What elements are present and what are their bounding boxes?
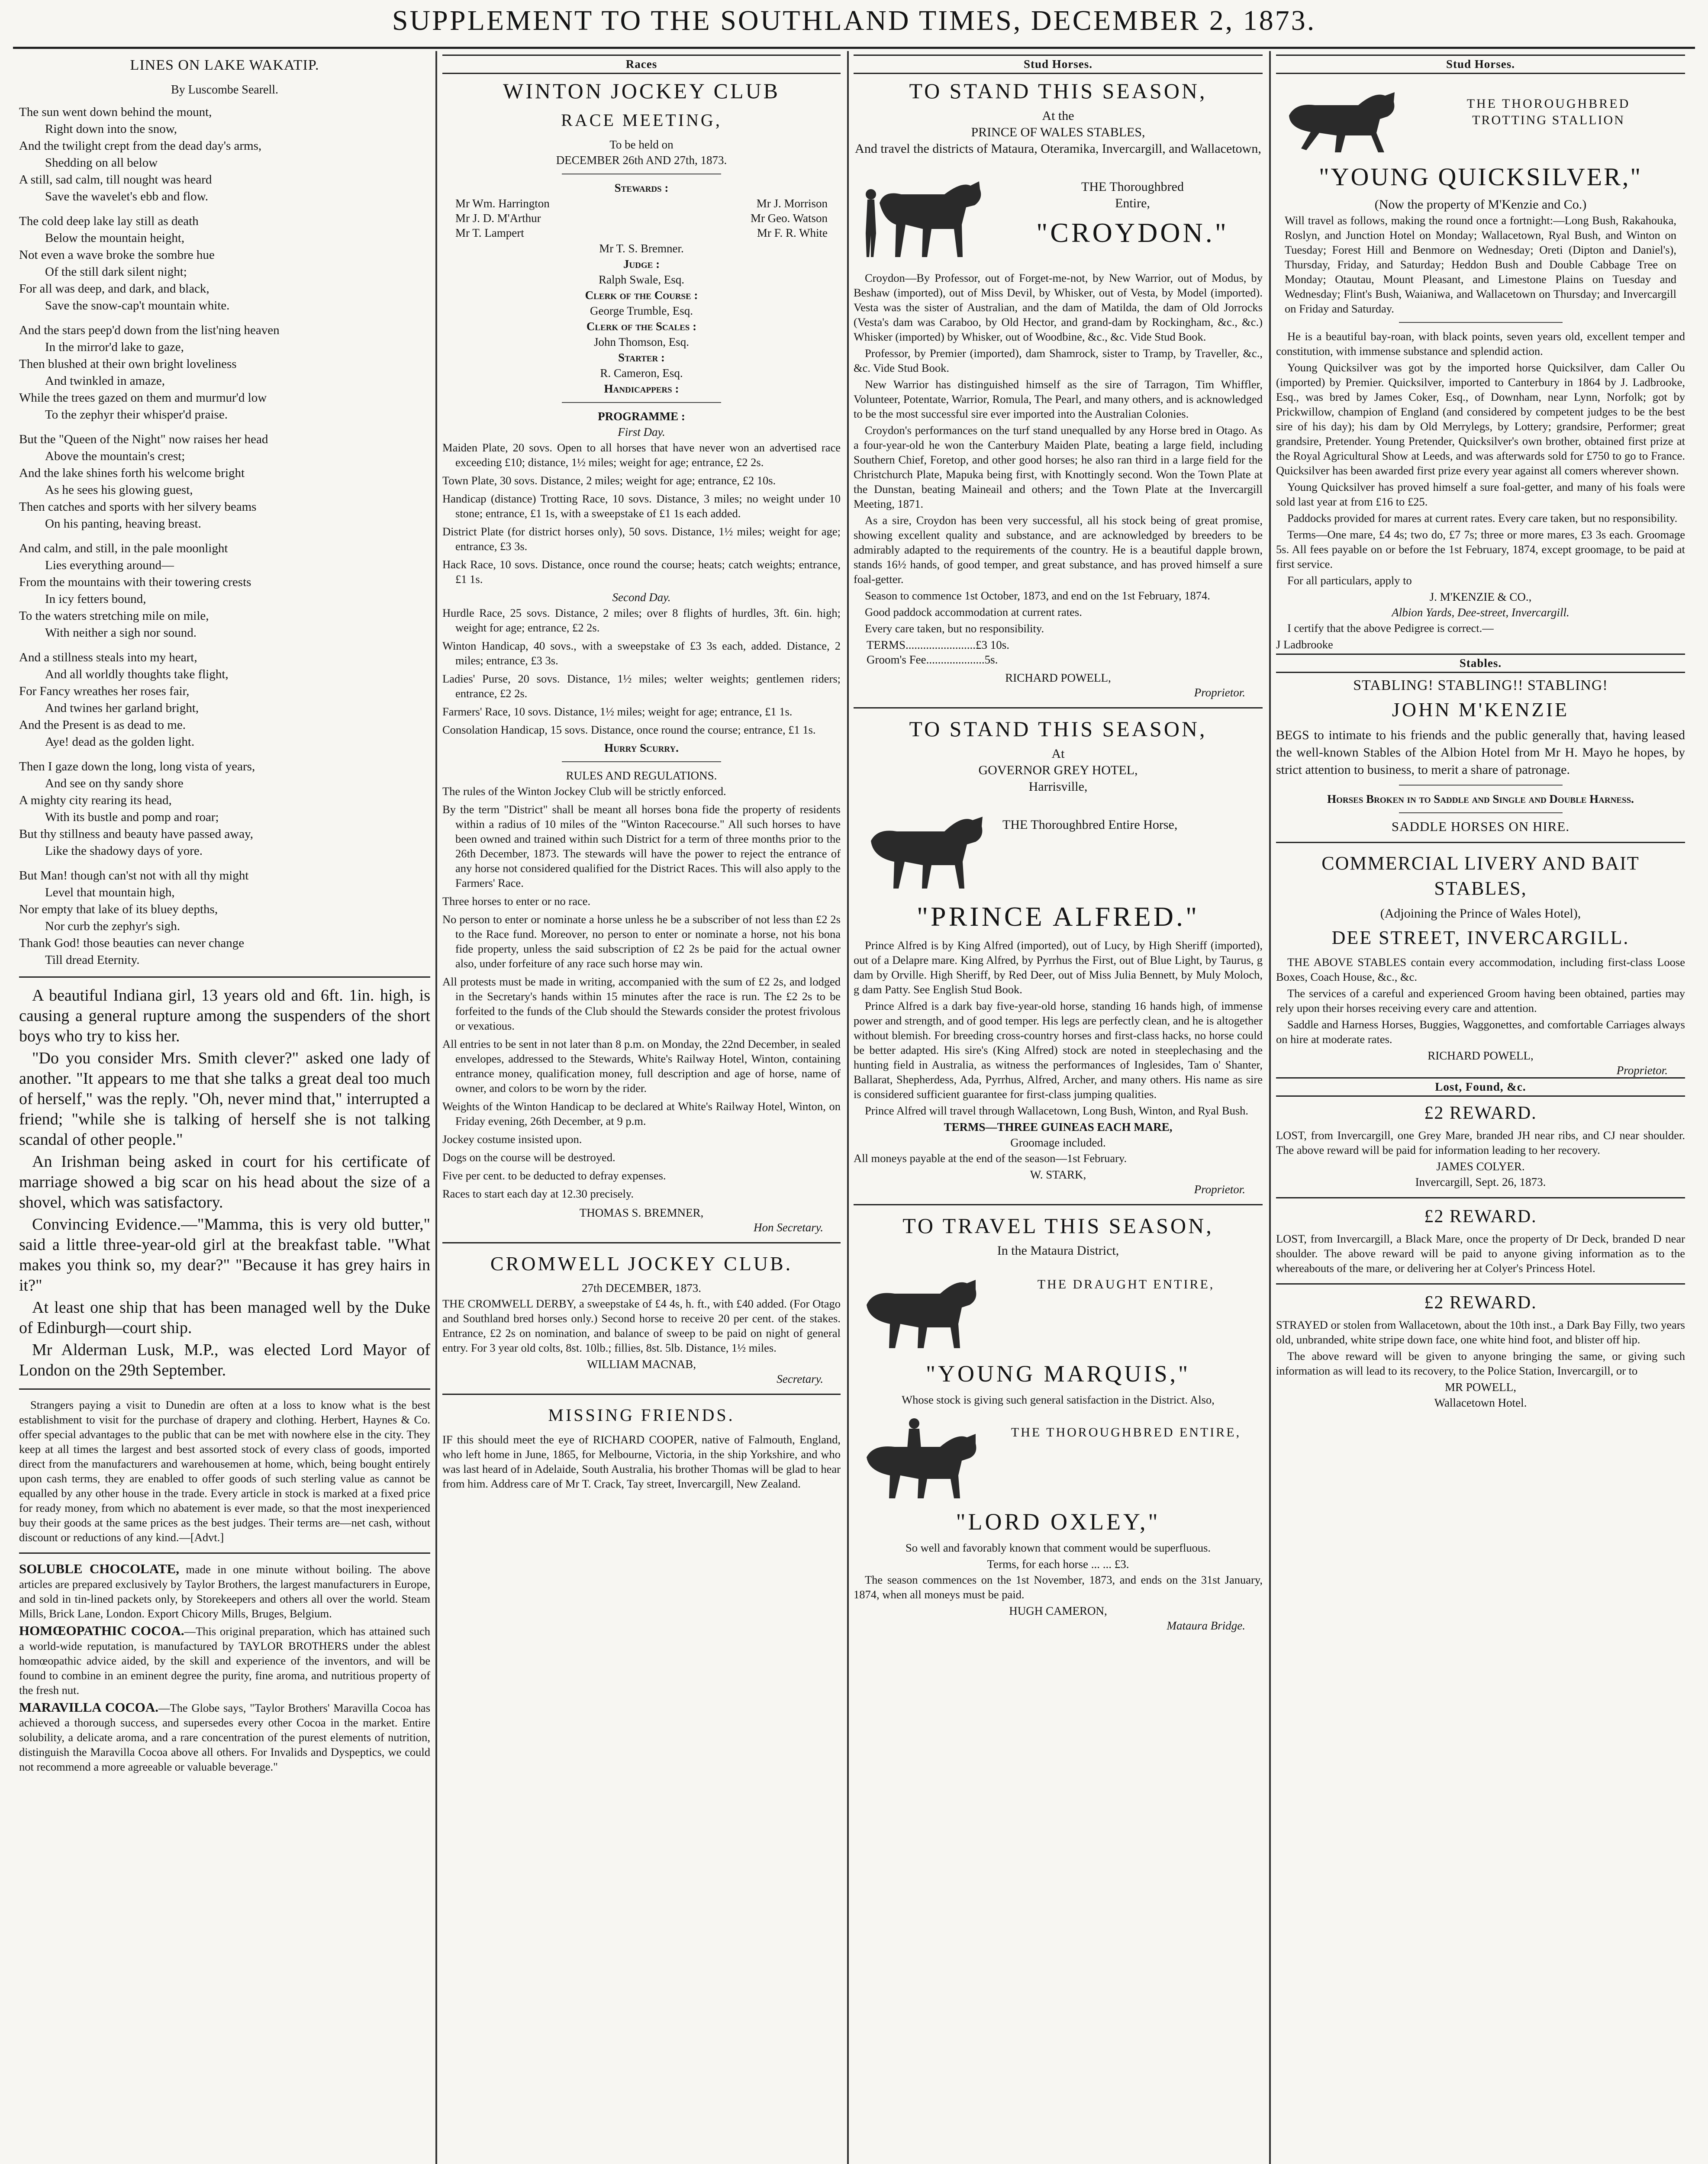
reward-text: LOST, from Invercargill, a Black Mare, once the property of Dr Deck, branded D near shoulder. The above reward will be paid to anyone giving information as to the whereabouts of the mare, or delivering her at Colyer's Princess Hotel.	[1276, 1232, 1685, 1275]
divider	[854, 1204, 1263, 1205]
marquis-title: TO TRAVEL THIS SEASON,	[902, 1214, 1214, 1238]
stewards-label: Stewards :	[614, 181, 669, 194]
day-two-label: Second Day.	[612, 591, 671, 604]
divider	[1276, 1283, 1685, 1285]
quicksilver-the: THE THOROUGHBRED	[1466, 97, 1631, 111]
paragraph: For all particulars, apply to	[1287, 574, 1412, 587]
poem-line: For all was deep, and dark, and black,	[19, 282, 209, 296]
soluble-chocolate-advert	[19, 1562, 430, 1621]
livery-signature: RICHARD POWELL,	[1428, 1049, 1534, 1062]
certificate-signature: J Ladbrooke	[1276, 638, 1333, 651]
clerk-course-label: Clerk of the Course :	[585, 289, 698, 302]
column-divider	[847, 51, 849, 2164]
poem-line: A mighty city rearing its head,	[19, 793, 172, 807]
marquis-season: The season commences on the 1st November, 1873, and ends on the 31st January, 1874, when all moneys must be paid.	[854, 1573, 1263, 1601]
divider	[1276, 842, 1685, 843]
cromwell-title: CROMWELL JOCKEY CLUB.	[490, 1253, 793, 1275]
poem-line: Then I gaze down the long, long vista of years,	[19, 760, 255, 773]
horse-with-rider-icon	[854, 1414, 983, 1501]
alfred-where: GOVERNOR GREY HOTEL,	[978, 763, 1138, 777]
horses-broken: Horses Broken in to Saddle and Single and Double Harness.	[1327, 792, 1634, 805]
paragraph: Professor, by Premier (imported), dam Shamrock, sister to Tramp, by Traveller, &c., &c. Vide Stud Book.	[854, 347, 1263, 374]
livery-adjoining: (Adjoining the Prince of Wales Hotel),	[1380, 906, 1581, 921]
paragraph: Good paddock accommodation at current rates.	[865, 605, 1082, 618]
draught-horse-icon	[854, 1266, 983, 1352]
croydon-where: PRINCE OF WALES STABLES,	[971, 125, 1145, 139]
paragraph: By the term "District" shall be meant all horses bona fide the property of residents within a radius of 10 miles of the "Winton Racecourse." All such horses to have been owned and trained within such District for a term of three months prior to the 26th December, 1873. The stewards will have the power to reject the entrance of any horse not considered qualified for the District Races. This will also apply to the Farmers' Race.	[442, 803, 841, 889]
masthead: SUPPLEMENT TO THE SOUTHLAND TIMES, DECEMBER 2, 1873.	[392, 5, 1316, 36]
livery-title: COMMERCIAL LIVERY AND BAIT STABLES,	[1321, 853, 1640, 899]
stewards-row	[442, 211, 841, 225]
marquis-signature: HUGH CAMERON,	[1009, 1604, 1107, 1617]
maravilla-heading: MARAVILLA COCOA.	[19, 1700, 158, 1715]
column-1	[19, 55, 430, 2164]
stabling-advert	[1276, 677, 1685, 834]
reward-advert	[1276, 1292, 1685, 1410]
poem-author: By Luscombe Searell.	[171, 83, 279, 97]
steward-name: Mr J. D. M'Arthur	[455, 212, 541, 225]
poem-stanza	[19, 649, 430, 750]
poem-stanza	[19, 322, 430, 423]
stabling-text: BEGS to intimate to his friends and the public generally that, having leased the well-known Stables of the Albion Hotel from Mr H. Mayo he hopes, by strict attention to business, to merit a share of patronage.	[1276, 728, 1685, 777]
stabling-heading: STABLING! STABLING!! STABLING!	[1353, 677, 1608, 693]
reward-signature-2: Invercargill, Sept. 26, 1873.	[1415, 1175, 1546, 1188]
starter-label: Starter :	[618, 351, 665, 364]
reward-signature: JAMES COLYER.	[1436, 1160, 1525, 1173]
paragraph: Young Quicksilver has proved himself a sure foal-getter, and many of his foals were sold last year at from £16 to £25.	[1276, 480, 1685, 508]
alfred-moneys: All moneys payable at the end of the season—1st February.	[854, 1152, 1127, 1165]
hurry-scurry: Hurry Scurry.	[604, 741, 679, 754]
reward-text-2: The above reward will be given to anyone bringing the same, or giving such information as will lead to its recovery, to the Police Station, Invercargill, or to	[1276, 1349, 1685, 1377]
winton-dates: DECEMBER 26th AND 27th, 1873.	[556, 154, 727, 167]
poem-line: To the zephyr their whisper'd praise.	[45, 408, 228, 422]
paragraph: Jockey costume insisted upon.	[442, 1133, 582, 1146]
paragraph: Season to commence 1st October, 1873, and end on the 1st February, 1874.	[865, 589, 1210, 602]
croydon-advert	[854, 78, 1263, 699]
starter-name: R. Cameron, Esq.	[600, 367, 683, 380]
croydon-signature: RICHARD POWELL,	[1005, 671, 1111, 684]
poem-line: As he sees his glowing guest,	[45, 483, 193, 497]
poem-stanzas	[19, 104, 430, 969]
croydon-terms: TERMS........................£3 10s.	[867, 638, 1010, 651]
divider	[19, 976, 430, 978]
poem-line: Thank God! those beauties can never change	[19, 936, 245, 950]
column-3	[854, 55, 1263, 2164]
column-2	[442, 55, 841, 2164]
paragraph: THE ABOVE STABLES contain every accommodation, including first-class Loose Boxes, Coach House, &c., &c.	[1276, 956, 1685, 983]
steward-name: Mr Wm. Harrington	[455, 197, 550, 210]
paragraph: All entries to be sent in not later than 8 p.m. on Monday, the 22nd December, in sealed envelopes, addressed to the Stewards, White's Railway Hotel, Winton, containing entrance money, qualification money, full description and age of horse, name of owner, and colors to be worn by the rider.	[442, 1037, 841, 1095]
paragraph: All protests must be made in writing, accompanied with the sum of £2 2s, and lodged in the Secretary's hands within 15 minutes after the race is run. The £2 2s to be forfeited to the funds of the Club should the Stewards consider the protest frivolous or vexatious.	[442, 975, 841, 1032]
livery-street: DEE STREET, INVERCARGILL.	[1331, 927, 1630, 948]
alfred-title: TO STAND THIS SEASON,	[909, 717, 1207, 741]
croydon-at: At the	[1042, 109, 1074, 123]
poem-line: But Man! though can'st not with all thy might	[19, 869, 249, 882]
quicksilver-text	[1276, 329, 1685, 588]
croydon-travel: And travel the districts of Mataura, Oteramika, Invercargill, and Wallacetown,	[855, 142, 1261, 156]
steward-last: Mr T. S. Bremner.	[599, 242, 684, 255]
croydon-sig-title: Proprietor.	[1194, 686, 1245, 699]
reward-heading: £2 REWARD.	[1424, 1293, 1537, 1313]
poem-line: With neither a sigh nor sound.	[45, 626, 197, 640]
paragraph: Town Plate, 30 sovs. Distance, 2 miles; weight for age; entrance, £2 10s.	[442, 474, 776, 487]
poem-line: In icy fetters bound,	[45, 592, 146, 606]
quicksilver-name: "YOUNG QUICKSILVER,"	[1318, 163, 1643, 191]
cromwell-advert	[442, 1251, 841, 1386]
stewards-list	[442, 196, 841, 240]
steward-name: Mr F. R. White	[757, 226, 828, 239]
reward-heading: £2 REWARD.	[1424, 1207, 1537, 1227]
strangers-advert: Strangers paying a visit to Dunedin are often at a loss to know what is the best establishment to visit for the purchase of drapery and clothing. Herbert, Haynes & Co. offer special advantages to the public that can be met with nowhere else in the city. They keep at all times the largest and best assorted stock of every class of goods, imported direct from the manufacturers and warehousemen at home, which, being bought entirely upon cash terms, they are enabled to offer goods of such sterling value as cannot be equalled by any other house in the trade. Every article in stock is marked at a fixed price for ready money, from which no abatement is ever made, so that the most inexperienced buy their goods at the same prices as the best judges. Their terms are—net cash, without discount or reductions of any kind.—[Advt.]	[19, 1398, 430, 1544]
quicksilver-address: Albion Yards, Dee-street, Invercargill.	[1392, 606, 1569, 619]
paragraph: Races to start each day at 12.30 precisely.	[442, 1187, 634, 1200]
judge-label: Judge :	[623, 258, 660, 270]
quicksilver-header	[1276, 78, 1685, 157]
quicksilver-owner: (Now the property of M'Kenzie and Co.)	[1374, 197, 1587, 212]
steward-name: Mr Geo. Watson	[750, 212, 828, 225]
paragraph: Three horses to enter or no race.	[442, 895, 591, 908]
divider	[854, 707, 1263, 708]
section-heading: Lost, Found, &c.	[1276, 1077, 1685, 1097]
poem-line: Of the still dark silent night;	[45, 265, 187, 279]
section-heading: Stud Horses.	[854, 55, 1263, 74]
advertorial	[19, 1398, 430, 1545]
poem-line: Nor empty that lake of its bluey depths,	[19, 902, 218, 916]
poem-line: Save the snow-cap't mountain white.	[45, 299, 230, 312]
divider	[1276, 1197, 1685, 1198]
paragraph: Five per cent. to be deducted to defray expenses.	[442, 1169, 666, 1182]
alfred-groomage: Groomage included.	[1010, 1136, 1106, 1149]
poem-line: And the twilight crept from the dead day's arms,	[19, 139, 262, 153]
paragraph: Saddle and Harness Horses, Buggies, Waggonettes, and comfortable Carriages always on hire at moderate rates.	[1276, 1018, 1685, 1046]
alfred-text	[854, 938, 1263, 1118]
section-heading: Stables.	[1276, 654, 1685, 673]
poem-line: And see on thy sandy shore	[45, 776, 184, 790]
stabling-name: JOHN M'KENZIE	[1392, 699, 1569, 721]
paragraph: Mr Alderman Lusk, M.P., was elected Lord Mayor of London on the 29th September.	[19, 1341, 430, 1379]
secretary-title: Hon Secretary.	[754, 1221, 823, 1234]
rules-list	[442, 784, 841, 1201]
cromwell-sig-title: Secretary.	[777, 1372, 823, 1385]
marquis-sig-title: Mataura Bridge.	[1167, 1619, 1245, 1632]
divider	[1399, 812, 1563, 813]
paragraph: Hurdle Race, 25 sovs. Distance, 2 miles; over 8 flights of hurdles, 3ft. 6in. high; weight for age; entrance, £2 2s.	[442, 606, 841, 634]
paragraph: New Warrior has distinguished himself as the sire of Tarragon, Tim Whiffler, Volunteer, Potentate, Warrior, Romula, The Pearl, and many others, and is acknowledged to be the most successful sire ever imported into the Australian Colonies.	[854, 378, 1263, 420]
cromwell-text: THE CROMWELL DERBY, a sweepstake of £4 4s, h. ft., with £40 added. (For Otago and Southland bred horses only.) Second horse to receive 20 per cent. of the stakes. Entrance, £2 2s on nomination, and balance of sweep to be paid on night of general entry. For 3 year old colts, 8st. 10lb.; fillies, 8st. 5lb. Distance, 1½ miles.	[442, 1297, 841, 1354]
alfred-signature: W. STARK,	[1030, 1168, 1086, 1181]
divider	[442, 1242, 841, 1243]
news-paragraphs	[19, 985, 430, 1381]
reward-signature-2: Wallacetown Hotel.	[1434, 1396, 1527, 1409]
cocoa-adverts	[19, 1562, 430, 1774]
winton-held: To be held on	[609, 138, 674, 151]
marquis-header	[854, 1263, 1263, 1355]
handicappers-label: Handicappers :	[604, 382, 679, 395]
reward-signature: MR POWELL,	[1445, 1381, 1516, 1394]
poem-stanza	[19, 540, 430, 641]
cromwell-signature: WILLIAM MACNAB,	[587, 1358, 696, 1371]
steward-name: Mr J. Morrison	[756, 197, 828, 210]
paragraph: Prince Alfred is by King Alfred (imported), out of Lucy, by High Sheriff (imported), out of a Delapre mare. King Alfred, by Pyrrhus the First, out of Blue Light, by Taurus, g dam by Orville. High Sheriff, by Red Deer, out of Miss Julia Bennett, by Muly Moloch, g dam Patty. See English Stud Book.	[854, 939, 1263, 996]
pedigree-certificate: I certify that the above Pedigree is correct.—	[1287, 622, 1494, 634]
poem-line: And twinkled in amaze,	[45, 374, 165, 388]
winton-advert	[442, 78, 841, 1234]
poem-stanza	[19, 431, 430, 532]
poem-line: A still, sad calm, till nought was heard	[19, 173, 212, 187]
day-one-races	[442, 440, 841, 586]
poem-line: Nor curb the zephyr's sigh.	[45, 919, 180, 933]
paragraph: Winton Handicap, 40 sovs., with a sweepstake of £3 3s each, added. Distance, 2 miles; entrance, £3 3s.	[442, 639, 841, 667]
poem-line: And twines her garland bright,	[45, 701, 199, 715]
homoeopathic-text: —This original preparation, which has attained such a world-wide reputation, is manufactured by TAYLOR BROTHERS under the ablest homœopathic advice aided, by the skill and experience of the inventors, and will be found to combine in an eminent degree the purity, fine aroma, and nutritious property of the fresh nut.	[19, 1625, 430, 1697]
poem-line: Aye! dead as the golden light.	[45, 735, 195, 749]
paragraph: No person to enter or nominate a horse unless he be a subscriber of not less than £2 2s to the Race fund. Moreover, no person to enter or nominate a horse, not his bona fide property, unless the said subscription of £2 2s be paid for the actual owner also, under forfeiture of any race such horse may win.	[442, 913, 841, 970]
paragraph: Handicap (distance) Trotting Race, 10 sovs. Distance, 3 miles; no weight under 10 stone; entrance, £1 1s, with a sweepstake of £1 1s each added.	[442, 492, 841, 520]
soluble-text: made in one minute without boiling. The above articles are prepared exclusively by Taylor Brothers, the largest manufacturers in Europe, and sold in tin-lined packets only, by Storekeepers and others all over the world. Steam Mills, Brick Lane, London. Export Chicory Mills, Bruges, Belgium.	[19, 1563, 430, 1620]
poem-line: Shedding on all below	[45, 156, 158, 170]
oxley-desc: So well and favorably known that comment would be superfluous.	[905, 1541, 1211, 1554]
alfred-sig-title: Proprietor.	[1194, 1183, 1245, 1196]
poem-line: Like the shadowy days of yore.	[45, 844, 203, 858]
poem-line: Below the mountain height,	[45, 231, 185, 245]
judge-name: Ralph Swale, Esq.	[599, 273, 684, 286]
clerk-scales-label: Clerk of the Scales :	[586, 320, 697, 333]
poem-line: From the mountains with their towering crests	[19, 575, 251, 589]
marquis-desc: Whose stock is giving such general satisfaction in the District. Also,	[902, 1393, 1215, 1406]
day-two-races	[442, 605, 841, 737]
paragraph: "Do you consider Mrs. Smith clever?" asked one lady of another. "It appears to me that she talks a great deal too much of herself," was the reply. "Oh, never mind that," interrupted a friend; "while she is talking of herself she is not talking scandal of other people."	[19, 1049, 430, 1149]
paragraph: He is a beautiful bay-roan, with black points, seven years old, excellent temper and constitution, with immense substance and splendid action.	[1276, 330, 1685, 357]
paragraph: Croydon's performances on the turf stand unequalled by any Horse bred in Otago. As a four-year-old he won the Canterbury Maiden Plate, beating a large field, including Southern Chief, Foretop, and other good horses; he also ran third in a large field for the Christchurch Plate, Mapuka being first, with Knottingly second. Won the Town Plate at the Dunstan, beating Maineail and others; and the Town Plate at the Invercargill Meeting, 1871.	[854, 424, 1263, 510]
poem-line: But thy stillness and beauty have passed away,	[19, 827, 253, 841]
day-one-label: First Day.	[618, 425, 665, 438]
reward-adverts	[1276, 1103, 1685, 1410]
horse-with-groom-icon	[854, 164, 996, 264]
poem-line: Then blushed at their own bright loveliness	[19, 357, 237, 371]
divider	[19, 1552, 430, 1554]
paragraph: Prince Alfred is a dark bay five-year-old horse, standing 16 hands high, of immense power and strength, and of good temper. His legs are perfectly clean, and he is altogether without blemish. For breeding cross-country horses and first-class hacks, no horse could be better adapted. His sire's (King Alfred) stock are noted in steeplechasing and the hunting field in Australia, as witness the performances of Inglesides, Tam o' Shanter, Ballarat, Shepherdess, Ada, Pyrrhus, Alfred, Archer, and many others. His name as sire is considered sufficient guarantee for first-class jumping qualities.	[854, 999, 1263, 1101]
alfred-town: Harrisville,	[1028, 779, 1088, 794]
paragraph: As a sire, Croydon has been very successful, all his stock being of great promise, showing excellent quality and substance, and are acknowledged by breeders to be admirably adapted to the requirements of the country. He is a beautiful dapple brown, stands 16½ hands, of good temper, and great substance, and has proved himself a sure foal-getter.	[854, 514, 1263, 586]
column-divider	[435, 51, 437, 2164]
maravilla-cocoa-advert	[19, 1700, 430, 1774]
quicksilver-travel: Will travel as follows, making the round once a fortnight:—Long Bush, Rakahouka, Roslyn, and Junction Hotel on Monday; Wallacetown, Ryal Bush, and Winton on Tuesday; Forest Hill and Benmore on Wednesday; Oreti (Dipton and Daniel's), Thursday, Friday, and Saturday; Heddon Bush and Double Cabbage Tree on Monday; Otautau, Mount Pleasant, and Limestone Plains on Tuesday and Wednesday; Flint's Bush, Waianiwa, and Wallacetown on Thursday; and Invercargill on Friday and Saturday.	[1285, 214, 1676, 315]
saddle-horses: SADDLE HORSES ON HIRE.	[1391, 819, 1570, 834]
livery-text	[1276, 955, 1685, 1047]
divider	[562, 402, 721, 403]
clerk-course-name: George Trumble, Esq.	[590, 304, 693, 317]
poem-line: Not even a wave broke the sombre hue	[19, 248, 215, 262]
stewards-row	[442, 196, 841, 211]
maravilla-text: —The Globe says, "Taylor Brothers' Maravilla Cocoa has achieved a thorough success, and supersedes every other Cocoa in the market. Entire solubility, a delicate aroma, and a rare concentration of the purest elements of nutrition, distinguish the Maravilla Cocoa above all others. For Invalids and Dyspeptics, we could not recommend a more agreeable or valuable beverage."	[19, 1701, 430, 1773]
poem-stanza	[19, 104, 430, 205]
croydon-entire: Entire,	[1115, 196, 1150, 210]
oxley-header	[854, 1411, 1263, 1503]
section-heading: Stud Horses.	[1276, 55, 1685, 74]
poem-line: Level that mountain high,	[45, 886, 175, 899]
paragraph: Hack Race, 10 sovs. Distance, once round the course; heats; catch weights; entrance, £1 1s.	[442, 558, 841, 586]
missing-text: IF this should meet the eye of RICHARD COOPER, native of Falmouth, England, who left home in June, 1865, for Melbourne, Victoria, in the ship Yorkshire, and who was last heard of in Adelaide, South Australia, his brother Thomas will be glad to hear from him. Address care of Mr T. Crack, Tay street, Invercargill, New Zealand.	[442, 1433, 841, 1490]
paragraph: The rules of the Winton Jockey Club will be strictly enforced.	[442, 785, 726, 798]
marquis-terms: Terms, for each horse ... ... £3.	[987, 1558, 1129, 1571]
missing-friends-advert	[442, 1403, 841, 1491]
oxley-name: "LORD OXLEY,"	[956, 1509, 1160, 1535]
programme-label: PROGRAMME :	[598, 410, 685, 423]
alfred-at: At	[1051, 747, 1065, 761]
paragraph: Consolation Handicap, 15 sovs. Distance, once round the course; entrance, £1 1s.	[442, 723, 816, 736]
paragraph: Maiden Plate, 20 sovs. Open to all horses that have never won an advertised race exceeding £10; distance, 1½ miles; weight for age; entrance, £2 2s.	[442, 441, 841, 469]
paragraph: Ladies' Purse, 20 sovs. Distance, 1½ miles; welter weights; gentlemen riders; entrance, £2 2s.	[442, 672, 841, 700]
poem-line: Till dread Eternity.	[45, 953, 140, 967]
croydon-header	[854, 161, 1263, 266]
poem-line: The cold deep lake lay still as death	[19, 214, 199, 228]
croydon-text	[854, 270, 1263, 636]
croydon-title: TO STAND THIS SEASON,	[909, 79, 1207, 103]
poem-line: And all worldly thoughts take flight,	[45, 667, 229, 681]
prince-alfred-advert	[854, 716, 1263, 1196]
steward-name: Mr T. Lampert	[455, 226, 524, 239]
winton-subtitle: RACE MEETING,	[561, 110, 722, 130]
winton-title: WINTON JOCKEY CLUB	[503, 79, 780, 103]
alfred-name: "PRINCE ALFRED."	[916, 901, 1200, 932]
croydon-name: "CROYDON."	[1036, 217, 1229, 248]
paragraph: At least one ship that has been managed well by the Duke of Edinburgh—court ship.	[19, 1298, 430, 1337]
poem-line: To the waters stretching mile on mile,	[19, 609, 209, 623]
marquis-the: THE DRAUGHT ENTIRE,	[1037, 1277, 1215, 1291]
column-4	[1276, 55, 1685, 2164]
missing-title: MISSING FRIENDS.	[548, 1405, 735, 1425]
poem-line: And the stars peep'd down from the list'ning heaven	[19, 323, 280, 337]
oxley-the: THE THOROUGHBRED ENTIRE,	[1011, 1425, 1241, 1439]
poem-line: In the mirror'd lake to gaze,	[45, 340, 184, 354]
reward-advert	[1276, 1103, 1685, 1189]
masthead-rule	[13, 47, 1695, 49]
divider	[19, 1388, 430, 1390]
paragraph: An Irishman being asked in court for his certificate of marriage showed a big scar on his head about the size of a shovel, which was satisfactory.	[19, 1153, 430, 1211]
poem-line: For Fancy wreathes her roses fair,	[19, 684, 190, 698]
alfred-the: THE Thoroughbred Entire Horse,	[1002, 818, 1178, 832]
homoeopathic-heading: HOMŒOPATHIC COCOA.	[19, 1623, 184, 1638]
section-heading: Races	[442, 55, 841, 74]
poem-line: The sun went down behind the mount,	[19, 105, 212, 119]
livery-sig-title: Proprietor.	[1616, 1064, 1668, 1077]
poem-line: Above the mountain's crest;	[45, 449, 185, 463]
soluble-heading: SOLUBLE CHOCOLATE,	[19, 1561, 179, 1576]
paragraph: Every care taken, but no responsibility.	[865, 622, 1044, 635]
divider	[442, 1394, 841, 1395]
paragraph: Farmers' Race, 10 sovs. Distance, 1½ miles; weight for age; entrance, £1 1s.	[442, 705, 793, 718]
paragraph: Young Quicksilver was got by the imported horse Quicksilver, dam Caller Ou (imported) by Premier. Quicksilver, imported to Canterbury in 1864 by J. Ladbrooke, Esq., was bred by James Coker, Esq., of Downham, near Lynn, Norfolk; got by Prickwillow, champion of England (and considered by competent judges to be the best sire of his day); his dam by Old Merrylegs, by Lottery; grandsire, Performer; great grandsire, Pretender. Young Pretender, Quicksilver's own brother, obtained first prize at the Royal Agricultural Show at Leeds, and was afterwards sold for £750 to go to France. Quicksilver has been awarded first prize every year against all comers wherever shown.	[1276, 361, 1685, 477]
poem-line: While the trees gazed on them and murmur'd low	[19, 391, 267, 405]
alfred-terms: TERMS—THREE GUINEAS EACH MARE,	[944, 1121, 1173, 1134]
poem-line: Lies everything around—	[45, 558, 174, 572]
poem-stanza	[19, 867, 430, 969]
poem-line: But the "Queen of the Night" now raises her head	[19, 432, 268, 446]
paragraph: Paddocks provided for mares at current rates. Every care taken, but no responsibility.	[1287, 512, 1678, 525]
paragraph: Terms—One mare, £4 4s; two do, £7 7s; three or more mares, £3 3s each. Groomage 5s. All fees payable on or before the 1st February, 1874, except groomage, to be paid at first service.	[1276, 528, 1685, 570]
marquis-name: "YOUNG MARQUIS,"	[925, 1361, 1191, 1387]
paragraph: Croydon—By Professor, out of Forget-me-not, by New Warrior, out of Modus, by Beshaw (imported), out of Miss Devil, by Whisker, out of Vesta, by Model (imported). Vesta was the sister of Australian, and the dam of Matilda, the dam of Old Jorrocks (Vesta's dam was Caraboo, by Old Hector, and grand-dam by Rockingham, &c., &c.) Whisker (imported) by Whisker, out of Woodbine, &c., &c. Vide Stud Book.	[854, 271, 1263, 343]
poem-line: Save the wavelet's ebb and flow.	[45, 190, 208, 203]
horse-icon	[854, 802, 996, 893]
poem-line: With its bustle and pomp and roar;	[45, 810, 219, 824]
divider	[562, 761, 721, 762]
alfred-header	[854, 799, 1263, 895]
reward-text: LOST, from Invercargill, one Grey Mare, branded JH near ribs, and CJ near shoulder. The above reward will be paid for information leading to her recovery.	[1276, 1129, 1685, 1156]
marquis-advert	[854, 1213, 1263, 1633]
clerk-scales-name: John Thomson, Esq.	[593, 335, 690, 348]
poem-line: And the Present is as dead to me.	[19, 718, 186, 732]
homoeopathic-cocoa-advert	[19, 1623, 430, 1697]
cromwell-date: 27th DECEMBER, 1873.	[581, 1282, 701, 1295]
rules-heading: RULES AND REGULATIONS.	[566, 769, 717, 782]
croydon-the: THE Thoroughbred	[1081, 180, 1184, 194]
poem-title: LINES ON LAKE WAKATIP.	[130, 57, 319, 73]
paragraph: Dogs on the course will be destroyed.	[442, 1151, 616, 1164]
poem-stanza	[19, 213, 430, 314]
marquis-where: In the Mataura District,	[997, 1243, 1119, 1258]
column-divider	[1269, 51, 1271, 2164]
reward-heading: £2 REWARD.	[1424, 1103, 1537, 1123]
quicksilver-signature: J. M'KENZIE & CO.,	[1429, 590, 1532, 603]
poem-line: Then catches and sports with her silvery beams	[19, 500, 257, 514]
paragraph: The services of a careful and experienced Groom having been obtained, parties may rely upon their horses receiving every care and attention.	[1276, 987, 1685, 1014]
poem-stanza	[19, 758, 430, 860]
paragraph: A beautiful Indiana girl, 13 years old and 6ft. 1in. high, is causing a general rupture among the suspenders of the short boys who try to kiss her.	[19, 986, 430, 1045]
reward-text: STRAYED or stolen from Wallacetown, about the 10th inst., a Dark Bay Filly, two years old, unbranded, white stripe down face, one white hind foot, and blister off hip.	[1276, 1318, 1685, 1346]
poem-line: And the lake shines forth his welcome bright	[19, 466, 245, 480]
secretary-name: THOMAS S. BREMNER,	[579, 1206, 704, 1219]
croydon-groom-fee: Groom's Fee....................5s.	[867, 653, 998, 666]
livery-advert	[1276, 851, 1685, 1077]
poem-line: On his panting, heaving breast.	[45, 517, 201, 531]
poem-line: And calm, and still, in the pale moonlight	[19, 541, 228, 555]
paragraph: Convincing Evidence.—"Mamma, this is very old butter," said a little three-year-old girl at the breakfast table. "What makes you think so, my dear?" "Because it has grey hairs in it?"	[19, 1215, 430, 1295]
paragraph: Weights of the Winton Handicap to be declared at White's Railway Hotel, Winton, on Friday evening, 26th December, at 9 p.m.	[442, 1100, 841, 1127]
reward-advert	[1276, 1206, 1685, 1275]
poem-line: Right down into the snow,	[45, 122, 177, 136]
divider	[1399, 322, 1563, 323]
divider	[1399, 785, 1563, 786]
trotting-horse-icon	[1276, 81, 1406, 155]
poem-line: And a stillness steals into my heart,	[19, 650, 197, 664]
paragraph: Prince Alfred will travel through Wallacetown, Long Bush, Winton, and Ryal Bush.	[865, 1104, 1249, 1117]
quicksilver-trotting: TROTTING STALLION	[1472, 113, 1625, 127]
quicksilver-advert	[1276, 78, 1685, 652]
poem	[19, 57, 430, 969]
stewards-row	[442, 225, 841, 240]
paragraph: District Plate (for district horses only), 50 sovs. Distance, 1½ miles; weight for age; entrance, £3 3s.	[442, 525, 841, 553]
